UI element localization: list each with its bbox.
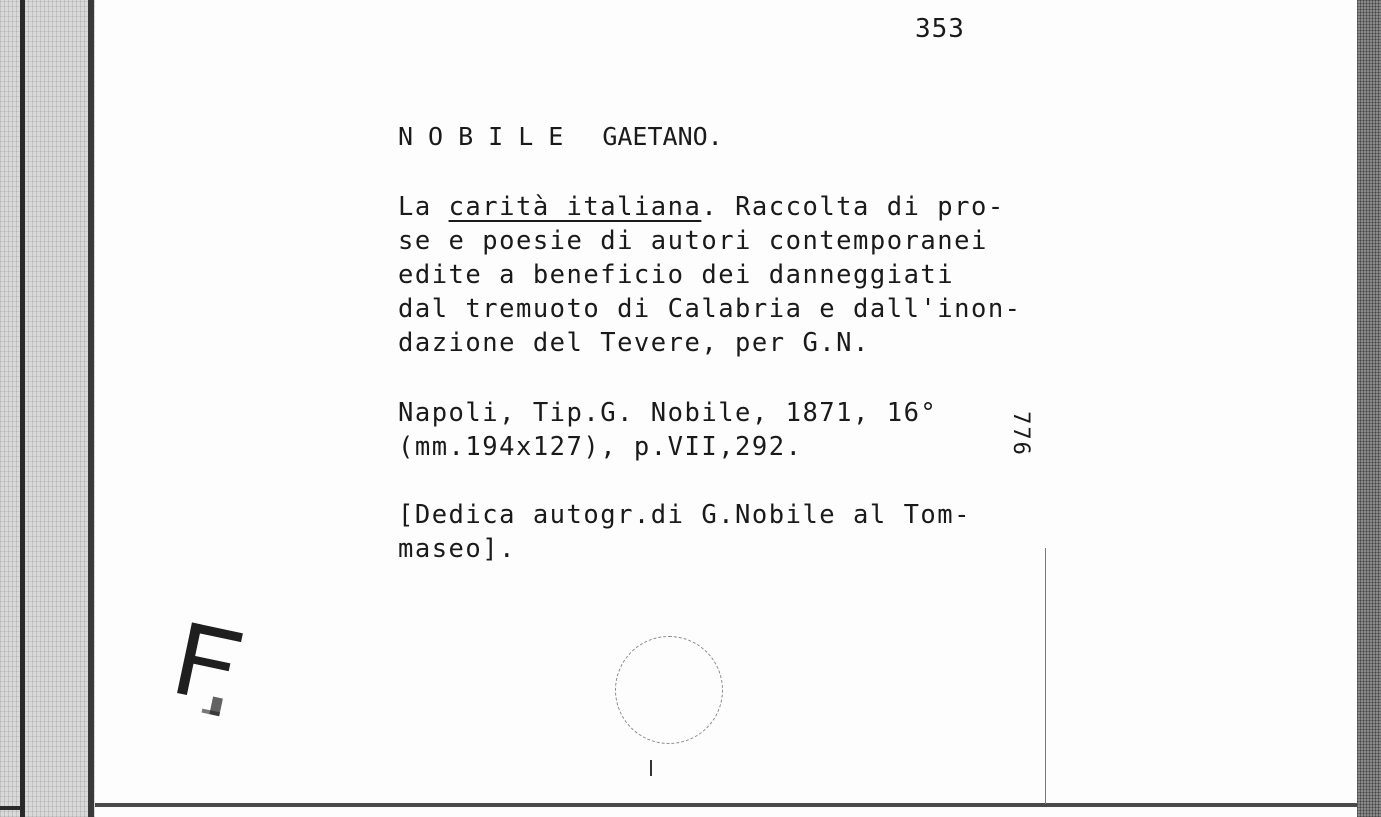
title-block — [398, 190, 1022, 360]
shelfmark-number: 776 — [1008, 411, 1033, 457]
left-stub-mark — [0, 806, 22, 810]
right-scan-strip — [1357, 0, 1381, 817]
note-block — [398, 498, 971, 566]
imprint-block — [398, 396, 937, 464]
title-line: edite a beneficio dei danneggiati — [398, 260, 955, 290]
author-given-name: GAETANO. — [602, 122, 723, 151]
author-surname: NOBILE — [398, 122, 579, 151]
left-binding-strip — [0, 0, 95, 817]
page-number: 353 — [915, 14, 965, 44]
title-line: La carità italiana. Raccolta di pro- — [398, 192, 1005, 222]
card-bottom-edge — [95, 803, 1357, 807]
punch-hole-circle — [615, 636, 723, 744]
title-line: dazione del Tevere, per G.N. — [398, 328, 870, 358]
author-heading — [398, 122, 723, 151]
imprint-line: (mm.194x127), p.VII,292. — [398, 432, 803, 462]
punch-hole-tick — [650, 760, 652, 776]
left-strip-inner-edge — [88, 0, 94, 817]
underlined-title: carità italiana — [448, 192, 702, 222]
left-strip-edge — [20, 0, 25, 817]
card-fold-line — [1045, 548, 1046, 804]
note-line: maseo]. — [398, 534, 516, 564]
note-line: [Dedica autogr.di G.Nobile al Tom- — [398, 500, 971, 530]
imprint-line: Napoli, Tip.G. Nobile, 1871, 16° — [398, 398, 938, 428]
title-line: se e poesie di autori contemporanei — [398, 226, 988, 256]
title-line: dal tremuoto di Calabria e dall'inon- — [398, 294, 1022, 324]
stamp-f-mark — [168, 618, 258, 728]
